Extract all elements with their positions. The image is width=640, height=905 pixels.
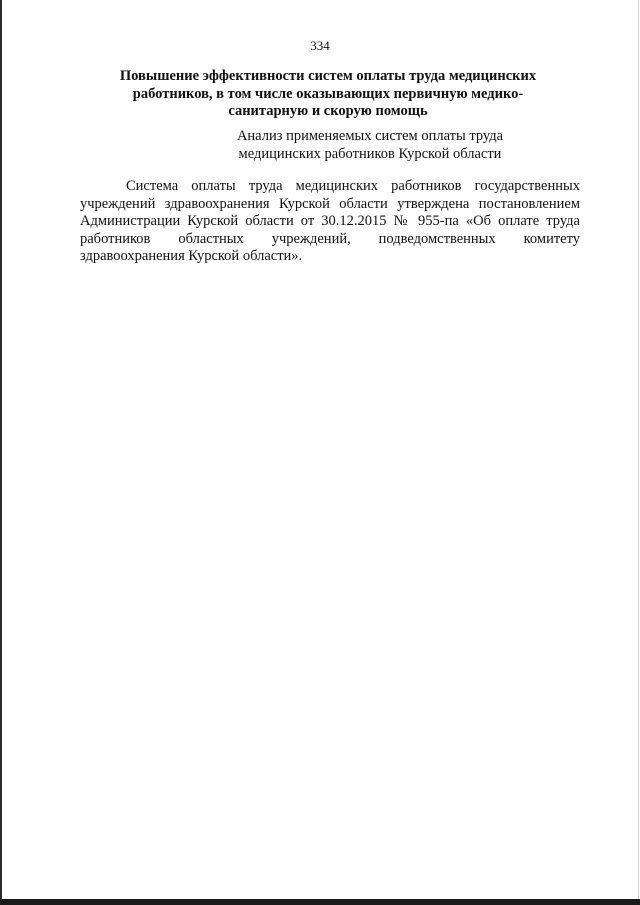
scan-edge-right xyxy=(638,0,639,905)
scan-edge-left xyxy=(0,0,2,905)
section-title: Повышение эффективности систем оплаты труда медицинских работников, в том числе оказывающих первичную медико-санитарную и скорую помощь xyxy=(119,68,537,119)
scan-edge-bottom xyxy=(0,899,640,905)
page-number: 334 xyxy=(310,38,330,53)
body-paragraph: Система оплаты труда медицинских работников государственных учреждений здравоохранения Курской области утверждена постановлением Администрации Курской области от 30.12.2015 № 955-па «Об оплате труда работников областных учреждений, подведомственных комитету здравоохранения Курской области». xyxy=(80,178,580,264)
section-subtitle: Анализ применяемых систем оплаты труда медицинских работников Курской области xyxy=(236,128,504,162)
